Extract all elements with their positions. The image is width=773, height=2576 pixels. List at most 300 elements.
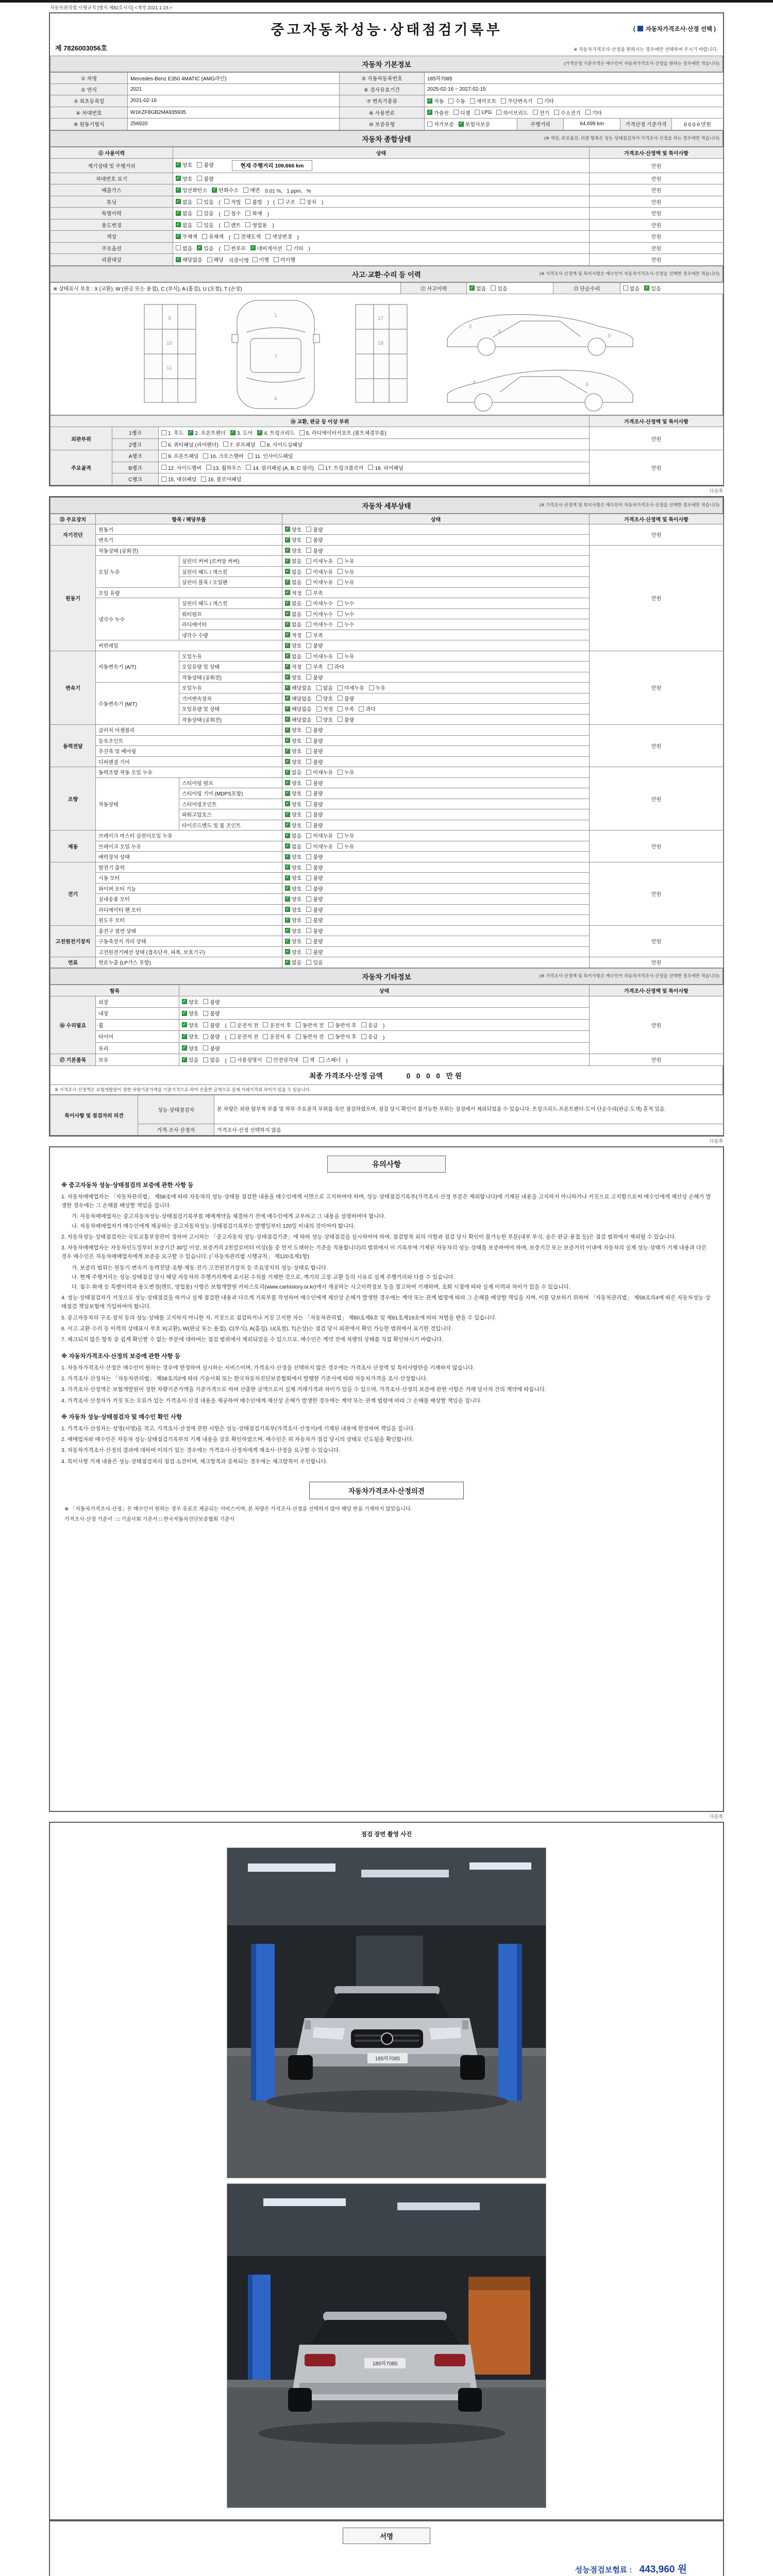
checkbox-checked[interactable] — [285, 939, 290, 944]
option-unchecked[interactable] — [470, 97, 497, 105]
option-checked[interactable] — [230, 429, 253, 436]
checkbox-unchecked[interactable] — [328, 1034, 333, 1039]
checkbox-checked[interactable] — [285, 907, 290, 912]
option-unchecked[interactable] — [306, 737, 323, 744]
option-checked[interactable] — [285, 705, 312, 713]
option-unchecked[interactable] — [197, 198, 213, 206]
checkbox-checked[interactable] — [285, 548, 290, 553]
checkbox-checked-blue[interactable] — [637, 26, 643, 31]
checkbox-checked[interactable] — [285, 558, 290, 564]
option-unchecked[interactable] — [263, 1032, 291, 1040]
option-checked[interactable] — [285, 768, 301, 776]
option-unchecked[interactable] — [306, 885, 323, 892]
checkbox-checked[interactable] — [250, 245, 256, 250]
option-checked[interactable] — [285, 958, 301, 966]
checkbox-checked[interactable] — [285, 601, 290, 606]
checkbox-unchecked[interactable] — [306, 558, 311, 564]
checkbox-unchecked[interactable] — [234, 234, 239, 239]
checkbox-unchecked[interactable] — [201, 477, 206, 482]
option-checked[interactable] — [176, 161, 192, 168]
checkbox-checked[interactable] — [285, 770, 290, 775]
checkbox-checked[interactable] — [427, 110, 432, 115]
option-checked[interactable] — [285, 747, 301, 755]
option-unchecked[interactable] — [161, 452, 198, 460]
checkbox-unchecked[interactable] — [338, 558, 343, 564]
checkbox-unchecked[interactable] — [475, 110, 480, 115]
checkbox-unchecked[interactable] — [265, 234, 271, 239]
checkbox-unchecked[interactable] — [319, 1057, 324, 1062]
checkbox-checked[interactable] — [285, 643, 290, 648]
option-unchecked[interactable] — [176, 244, 192, 252]
checkbox-checked[interactable] — [257, 430, 262, 435]
checkbox-checked[interactable] — [285, 949, 290, 954]
option-unchecked[interactable] — [338, 620, 354, 628]
option-unchecked[interactable] — [306, 631, 323, 639]
option-unchecked[interactable] — [246, 464, 314, 471]
checkbox-unchecked[interactable] — [203, 1011, 208, 1016]
option-checked[interactable] — [182, 998, 198, 1006]
checkbox-unchecked[interactable] — [306, 896, 311, 902]
option-unchecked[interactable] — [361, 1021, 378, 1029]
option-unchecked[interactable] — [253, 256, 269, 263]
option-checked[interactable] — [285, 874, 301, 882]
option-checked[interactable] — [285, 631, 301, 639]
option-checked[interactable] — [285, 906, 301, 913]
option-checked[interactable] — [285, 885, 301, 892]
checkbox-unchecked[interactable] — [299, 430, 305, 435]
checkbox-unchecked[interactable] — [278, 199, 283, 204]
checkbox-unchecked[interactable] — [338, 706, 343, 711]
option-unchecked[interactable] — [496, 109, 528, 116]
option-unchecked[interactable] — [306, 652, 333, 660]
checkbox-unchecked[interactable] — [306, 865, 311, 870]
option-checked[interactable] — [285, 663, 301, 670]
checkbox-checked[interactable] — [176, 199, 181, 204]
option-checked[interactable] — [285, 821, 301, 829]
checkbox-unchecked[interactable] — [245, 222, 250, 227]
checkbox-unchecked[interactable] — [202, 234, 207, 239]
option-unchecked[interactable] — [263, 1021, 291, 1029]
checkbox-unchecked[interactable] — [197, 176, 202, 181]
checkbox-unchecked[interactable] — [224, 199, 229, 204]
checkbox-unchecked[interactable] — [306, 601, 311, 606]
option-checked[interactable] — [285, 789, 301, 797]
option-checked[interactable] — [285, 916, 301, 924]
option-unchecked[interactable] — [338, 842, 354, 850]
checkbox-unchecked[interactable] — [306, 780, 311, 785]
checkbox-checked[interactable] — [285, 580, 290, 585]
option-unchecked[interactable] — [306, 853, 323, 860]
option-checked[interactable] — [285, 694, 312, 702]
checkbox-checked[interactable] — [285, 622, 290, 627]
option-unchecked[interactable] — [501, 97, 532, 105]
checkbox-unchecked[interactable] — [306, 759, 311, 764]
checkbox-unchecked[interactable] — [306, 643, 311, 648]
option-unchecked[interactable] — [274, 256, 295, 263]
option-unchecked[interactable] — [369, 684, 385, 691]
checkbox-unchecked[interactable] — [224, 245, 229, 250]
checkbox-checked[interactable] — [285, 727, 290, 733]
option-checked[interactable] — [285, 673, 301, 681]
option-unchecked[interactable] — [245, 209, 262, 217]
option-checked[interactable] — [285, 853, 301, 860]
option-checked[interactable] — [176, 232, 197, 240]
option-unchecked[interactable] — [306, 768, 333, 776]
option-unchecked[interactable] — [306, 958, 323, 966]
option-unchecked[interactable] — [203, 1021, 220, 1029]
checkbox-unchecked[interactable] — [296, 1034, 301, 1039]
checkbox-unchecked[interactable] — [496, 110, 501, 115]
checkbox-unchecked[interactable] — [306, 590, 311, 595]
option-unchecked[interactable] — [306, 599, 333, 607]
checkbox-checked[interactable] — [285, 960, 290, 965]
option-unchecked[interactable] — [338, 716, 354, 723]
option-unchecked[interactable] — [161, 429, 183, 436]
option-unchecked[interactable] — [230, 1056, 262, 1063]
option-unchecked[interactable] — [203, 452, 243, 460]
checkbox-unchecked[interactable] — [623, 285, 628, 291]
option-unchecked[interactable] — [224, 221, 241, 229]
option-unchecked[interactable] — [306, 927, 323, 935]
option-unchecked[interactable] — [306, 758, 323, 766]
option-unchecked[interactable] — [328, 1021, 356, 1029]
checkbox-checked[interactable] — [285, 843, 290, 849]
checkbox-checked[interactable] — [197, 245, 202, 250]
checkbox-unchecked[interactable] — [306, 822, 311, 827]
checkbox-unchecked[interactable] — [224, 222, 229, 227]
option-unchecked[interactable] — [306, 842, 333, 850]
option-unchecked[interactable] — [203, 998, 220, 1006]
checkbox-checked[interactable] — [176, 176, 181, 181]
checkbox-checked[interactable] — [176, 257, 181, 262]
option-unchecked[interactable] — [245, 221, 267, 229]
checkbox-unchecked[interactable] — [316, 685, 322, 690]
option-unchecked[interactable] — [306, 547, 323, 554]
checkbox-unchecked[interactable] — [338, 717, 343, 722]
checkbox-unchecked[interactable] — [203, 1022, 208, 1027]
option-unchecked[interactable] — [338, 652, 354, 660]
checkbox-unchecked[interactable] — [203, 1057, 208, 1062]
option-unchecked[interactable] — [328, 663, 344, 670]
option-checked[interactable] — [285, 832, 301, 839]
option-checked[interactable] — [188, 429, 225, 436]
option-checked[interactable] — [285, 578, 301, 586]
option-checked[interactable] — [176, 221, 192, 229]
option-unchecked[interactable] — [306, 779, 323, 787]
checkbox-unchecked[interactable] — [161, 465, 166, 470]
option-unchecked[interactable] — [338, 705, 354, 713]
option-unchecked[interactable] — [491, 284, 507, 292]
checkbox-checked[interactable] — [285, 833, 290, 838]
option-unchecked[interactable] — [427, 120, 454, 128]
checkbox-unchecked[interactable] — [197, 199, 202, 204]
checkbox-checked[interactable] — [285, 674, 290, 680]
option-checked[interactable] — [197, 244, 213, 252]
option-unchecked[interactable] — [201, 475, 241, 483]
option-unchecked[interactable] — [306, 800, 323, 808]
option-unchecked[interactable] — [338, 694, 354, 702]
option-unchecked[interactable] — [203, 1032, 220, 1040]
checkbox-unchecked[interactable] — [230, 1057, 236, 1062]
option-checked[interactable] — [285, 599, 301, 607]
option-unchecked[interactable] — [316, 694, 333, 702]
checkbox-checked[interactable] — [469, 285, 475, 291]
option-unchecked[interactable] — [306, 810, 323, 818]
option-unchecked[interactable] — [338, 768, 354, 776]
option-checked[interactable] — [644, 284, 661, 292]
option-unchecked[interactable] — [306, 568, 333, 575]
checkbox-unchecked[interactable] — [246, 465, 251, 470]
option-unchecked[interactable] — [260, 440, 303, 448]
option-unchecked[interactable] — [202, 232, 224, 240]
option-unchecked[interactable] — [306, 747, 323, 755]
checkbox-unchecked[interactable] — [338, 611, 343, 616]
checkbox-unchecked[interactable] — [306, 674, 311, 680]
checkbox-checked[interactable] — [285, 791, 290, 796]
option-checked[interactable] — [285, 810, 301, 818]
checkbox-unchecked[interactable] — [306, 939, 311, 944]
checkbox-unchecked[interactable] — [306, 548, 311, 553]
option-unchecked[interactable] — [306, 863, 323, 871]
price-survey-select[interactable] — [633, 25, 716, 33]
checkbox-unchecked[interactable] — [306, 801, 311, 806]
checkbox-unchecked[interactable] — [359, 706, 364, 711]
option-unchecked[interactable] — [248, 452, 293, 460]
option-unchecked[interactable] — [306, 620, 333, 628]
checkbox-unchecked[interactable] — [203, 999, 208, 1004]
checkbox-checked[interactable] — [285, 865, 290, 870]
checkbox-unchecked[interactable] — [306, 569, 311, 574]
checkbox-unchecked[interactable] — [554, 110, 559, 115]
checkbox-unchecked[interactable] — [306, 843, 311, 849]
checkbox-checked[interactable] — [188, 430, 193, 435]
checkbox-unchecked[interactable] — [306, 632, 311, 637]
option-unchecked[interactable] — [224, 198, 241, 206]
option-checked[interactable] — [182, 1032, 198, 1040]
checkbox-checked[interactable] — [182, 1011, 187, 1016]
option-unchecked[interactable] — [306, 663, 323, 670]
checkbox-unchecked[interactable] — [260, 442, 265, 447]
checkbox-unchecked[interactable] — [176, 245, 181, 250]
checkbox-unchecked[interactable] — [306, 622, 311, 627]
option-unchecked[interactable] — [316, 684, 333, 691]
checkbox-checked[interactable] — [182, 1057, 187, 1062]
option-unchecked[interactable] — [623, 284, 640, 292]
checkbox-checked[interactable] — [176, 188, 181, 193]
checkbox-unchecked[interactable] — [263, 1034, 268, 1039]
option-unchecked[interactable] — [585, 109, 602, 116]
option-checked[interactable] — [285, 557, 301, 565]
option-unchecked[interactable] — [328, 1032, 356, 1040]
checkbox-unchecked[interactable] — [338, 770, 343, 775]
option-checked[interactable] — [285, 863, 301, 871]
checkbox-unchecked[interactable] — [306, 907, 311, 912]
checkbox-unchecked[interactable] — [296, 1022, 301, 1027]
checkbox-unchecked[interactable] — [470, 98, 475, 104]
option-unchecked[interactable] — [223, 440, 256, 448]
checkbox-unchecked[interactable] — [161, 442, 166, 447]
option-unchecked[interactable] — [230, 1021, 258, 1029]
checkbox-unchecked[interactable] — [369, 685, 374, 690]
option-unchecked[interactable] — [207, 256, 224, 263]
option-checked[interactable] — [285, 895, 301, 903]
option-unchecked[interactable] — [296, 1032, 324, 1040]
checkbox-unchecked[interactable] — [300, 199, 305, 204]
checkbox-checked[interactable] — [285, 664, 290, 669]
checkbox-unchecked[interactable] — [197, 222, 202, 227]
checkbox-unchecked[interactable] — [306, 833, 311, 838]
checkbox-unchecked[interactable] — [361, 1022, 366, 1027]
option-unchecked[interactable] — [338, 578, 354, 586]
option-unchecked[interactable] — [316, 705, 333, 713]
option-checked[interactable] — [285, 716, 312, 723]
checkbox-unchecked[interactable] — [203, 453, 208, 459]
option-checked[interactable] — [257, 429, 294, 436]
checkbox-checked[interactable] — [644, 285, 649, 291]
option-checked[interactable] — [285, 589, 301, 597]
option-unchecked[interactable] — [475, 110, 492, 115]
option-unchecked[interactable] — [359, 705, 375, 713]
checkbox-unchecked[interactable] — [161, 477, 166, 482]
checkbox-checked[interactable] — [176, 211, 181, 216]
option-unchecked[interactable] — [306, 948, 323, 956]
checkbox-unchecked[interactable] — [338, 653, 343, 658]
checkbox-unchecked[interactable] — [316, 696, 322, 701]
option-checked[interactable] — [285, 779, 301, 787]
checkbox-unchecked[interactable] — [328, 1022, 333, 1027]
option-checked[interactable] — [285, 610, 301, 618]
option-checked[interactable] — [176, 256, 203, 263]
option-checked[interactable] — [285, 937, 301, 945]
option-unchecked[interactable] — [203, 1009, 220, 1017]
checkbox-unchecked[interactable] — [306, 770, 311, 775]
checkbox-unchecked[interactable] — [306, 527, 311, 532]
checkbox-checked[interactable] — [285, 822, 290, 827]
checkbox-checked[interactable] — [285, 685, 290, 690]
checkbox-unchecked[interactable] — [303, 1057, 308, 1062]
checkbox-unchecked[interactable] — [306, 854, 311, 859]
checkbox-checked[interactable] — [285, 632, 290, 637]
option-unchecked[interactable] — [243, 186, 260, 194]
option-unchecked[interactable] — [338, 832, 354, 839]
checkbox-checked[interactable] — [212, 188, 217, 193]
checkbox-checked[interactable] — [285, 918, 290, 923]
checkbox-checked[interactable] — [230, 430, 236, 435]
checkbox-unchecked[interactable] — [368, 465, 373, 470]
option-checked[interactable] — [285, 620, 301, 628]
checkbox-unchecked[interactable] — [197, 162, 202, 167]
checkbox-checked[interactable] — [285, 896, 290, 902]
checkbox-unchecked[interactable] — [306, 960, 311, 965]
option-unchecked[interactable] — [306, 589, 323, 597]
option-checked[interactable] — [285, 842, 301, 850]
option-checked[interactable] — [285, 800, 301, 808]
option-checked[interactable] — [285, 684, 312, 691]
option-unchecked[interactable] — [203, 1056, 220, 1063]
checkbox-unchecked[interactable] — [316, 717, 322, 722]
checkbox-unchecked[interactable] — [306, 875, 311, 880]
checkbox-unchecked[interactable] — [306, 812, 311, 817]
checkbox-checked[interactable] — [285, 706, 290, 711]
checkbox-unchecked[interactable] — [306, 928, 311, 933]
checkbox-unchecked[interactable] — [306, 537, 311, 543]
checkbox-unchecked[interactable] — [306, 886, 311, 891]
option-unchecked[interactable] — [306, 789, 323, 797]
checkbox-unchecked[interactable] — [306, 918, 311, 923]
option-unchecked[interactable] — [230, 1032, 258, 1040]
option-unchecked[interactable] — [306, 536, 323, 544]
checkbox-unchecked[interactable] — [361, 1034, 366, 1039]
option-unchecked[interactable] — [161, 440, 219, 448]
checkbox-unchecked[interactable] — [448, 98, 453, 104]
checkbox-checked[interactable] — [285, 738, 290, 743]
checkbox-checked[interactable] — [285, 590, 290, 595]
option-unchecked[interactable] — [306, 526, 323, 533]
checkbox-checked[interactable] — [285, 527, 290, 532]
checkbox-checked[interactable] — [176, 222, 181, 227]
option-unchecked[interactable] — [306, 832, 333, 839]
option-unchecked[interactable] — [448, 97, 465, 105]
checkbox-checked[interactable] — [182, 1034, 187, 1039]
checkbox-unchecked[interactable] — [243, 188, 248, 193]
option-unchecked[interactable] — [197, 175, 213, 182]
option-unchecked[interactable] — [278, 198, 295, 206]
checkbox-unchecked[interactable] — [266, 1057, 272, 1062]
option-unchecked[interactable] — [306, 906, 323, 913]
option-unchecked[interactable] — [306, 916, 323, 924]
checkbox-unchecked[interactable] — [248, 453, 253, 459]
option-unchecked[interactable] — [306, 726, 323, 734]
option-checked[interactable] — [285, 927, 301, 935]
option-unchecked[interactable] — [265, 232, 292, 240]
checkbox-unchecked[interactable] — [306, 949, 311, 954]
option-unchecked[interactable] — [197, 161, 213, 168]
checkbox-unchecked[interactable] — [338, 601, 343, 606]
checkbox-unchecked[interactable] — [338, 696, 343, 701]
checkbox-unchecked[interactable] — [203, 1045, 208, 1050]
option-unchecked[interactable] — [266, 1056, 298, 1063]
option-unchecked[interactable] — [303, 1056, 315, 1063]
checkbox-unchecked[interactable] — [318, 465, 324, 470]
checkbox-unchecked[interactable] — [197, 211, 202, 216]
option-unchecked[interactable] — [316, 716, 333, 723]
checkbox-checked[interactable] — [285, 801, 290, 806]
checkbox-unchecked[interactable] — [161, 453, 166, 459]
checkbox-unchecked[interactable] — [306, 749, 311, 754]
option-unchecked[interactable] — [306, 610, 333, 618]
option-unchecked[interactable] — [338, 557, 354, 565]
option-checked[interactable] — [285, 526, 301, 533]
checkbox-checked[interactable] — [459, 122, 464, 127]
option-unchecked[interactable] — [319, 1056, 341, 1063]
checkbox-unchecked[interactable] — [207, 257, 212, 262]
checkbox-unchecked[interactable] — [427, 122, 432, 127]
checkbox-checked[interactable] — [182, 1022, 187, 1027]
checkbox-unchecked[interactable] — [533, 110, 538, 115]
checkbox-checked[interactable] — [285, 854, 290, 859]
checkbox-unchecked[interactable] — [253, 257, 258, 262]
checkbox-unchecked[interactable] — [245, 199, 250, 204]
option-checked[interactable] — [182, 1021, 198, 1029]
option-unchecked[interactable] — [368, 464, 403, 471]
option-unchecked[interactable] — [234, 232, 261, 240]
option-checked[interactable] — [285, 568, 301, 575]
option-unchecked[interactable] — [203, 1044, 220, 1052]
checkbox-unchecked[interactable] — [224, 211, 229, 216]
option-unchecked[interactable] — [245, 198, 262, 206]
option-checked[interactable] — [212, 186, 239, 194]
option-unchecked[interactable] — [306, 578, 333, 586]
